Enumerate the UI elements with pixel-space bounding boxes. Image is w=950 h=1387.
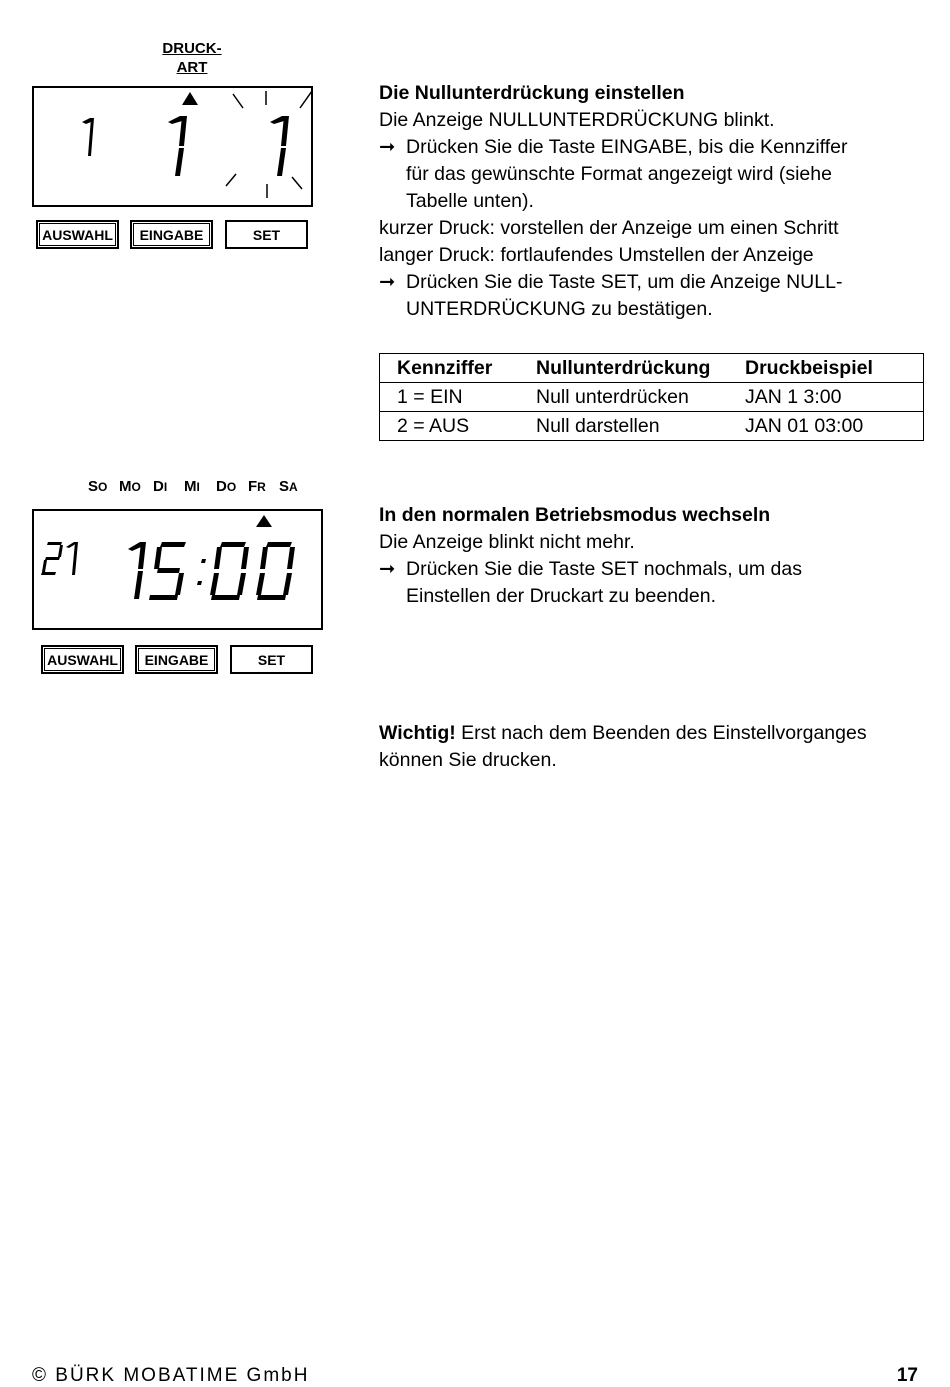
instruction-step: ➞ Drücken Sie die Taste SET, um die Anzeige NULL- UNTERDRÜCKUNG zu bestätigen. [379, 271, 843, 320]
footer-copyright: © BÜRK MOBATIME GmbH [32, 1365, 310, 1386]
set-button-2[interactable] [230, 645, 313, 674]
important-note [379, 720, 929, 774]
auswahl-button-label: AUSWAHL [47, 651, 118, 668]
section-nullunterdrueckung [379, 80, 929, 323]
important-text-line1: Erst nach dem Beenden des Einstellvorganges [461, 722, 867, 744]
table-cell: JAN 01 03:00 [745, 412, 924, 441]
lcd-display-time [32, 509, 323, 630]
eingabe-button-label: EINGABE [144, 651, 209, 668]
lcd-digit-large-1 [168, 116, 187, 176]
blink-mark-icon [226, 174, 236, 186]
instruction-step: ➞ Drücken Sie die Taste EINGABE, bis die Kennziffer für das gewünschte Format angezeigt wird (siehe Tabelle unten). [379, 136, 848, 212]
weekday-di: DI [153, 478, 168, 495]
section-heading: Die Nullunterdrückung einstellen [379, 82, 685, 104]
paragraph-short-press: kurzer Druck: vorstellen der Anzeige um einen Schritt [379, 217, 839, 239]
paragraph: Die Anzeige NULLUNTERDRÜCKUNG blinkt. [379, 109, 775, 131]
weekday-indicator-triangle-icon [256, 515, 272, 527]
eingabe-button[interactable] [130, 220, 213, 249]
auswahl-button[interactable] [36, 220, 119, 249]
instruction-step: ➞ Drücken Sie die Taste SET nochmals, um das Einstellen der Druckart zu beenden. [379, 558, 802, 607]
eingabe-button-label: EINGABE [139, 226, 204, 243]
table-cell: 1 = EIN [380, 383, 537, 412]
table-header-cell: Druckbeispiel [745, 354, 924, 383]
blink-mark-icon [292, 177, 302, 189]
weekday-do: DO [216, 478, 237, 495]
section-betriebsmodus [379, 502, 929, 610]
mode-label-line1: DRUCK- [162, 40, 222, 57]
table-cell: Null unterdrücken [536, 383, 745, 412]
set-button-label: SET [257, 651, 286, 668]
paragraph: Die Anzeige blinkt nicht mehr. [379, 531, 635, 553]
weekday-so: SO [88, 478, 108, 495]
blink-mark-icon [300, 91, 311, 108]
auswahl-button-2[interactable] [41, 645, 124, 674]
eingabe-button-2[interactable] [135, 645, 218, 674]
set-button[interactable] [225, 220, 308, 249]
table-row [380, 412, 924, 441]
important-text-line2: können Sie drucken. [379, 749, 557, 771]
section-heading: In den normalen Betriebsmodus wechseln [379, 504, 771, 526]
weekday-mo: MO [119, 478, 141, 495]
table-cell: Null darstellen [536, 412, 745, 441]
weekday-fr: FR [248, 478, 266, 495]
mode-label-line2: ART [176, 59, 208, 76]
mode-indicator-triangle-icon [182, 92, 198, 105]
mode-label-druckart [150, 39, 234, 77]
arrow-right-icon: ➞ [379, 558, 396, 580]
arrow-right-icon: ➞ [379, 136, 396, 158]
table-row [380, 383, 924, 412]
lcd-day-21 [41, 542, 78, 575]
weekday-mi: MI [184, 478, 200, 495]
auswahl-button-label: AUSWAHL [42, 226, 113, 243]
table-header-cell: Kennziffer [380, 354, 537, 383]
lcd-segments-time [34, 511, 321, 628]
lcd-time-1500 [128, 542, 295, 600]
arrow-right-icon: ➞ [379, 271, 396, 293]
table-cell: 2 = AUS [380, 412, 537, 441]
lcd-segments-druckart [34, 88, 311, 205]
lcd-digit-small [82, 118, 94, 156]
kennziffer-table [379, 353, 924, 441]
blink-mark-icon [233, 94, 243, 108]
table-cell: JAN 1 3:00 [745, 383, 924, 412]
page-number: 17 [896, 1365, 918, 1386]
weekday-sa: SA [279, 478, 298, 495]
lcd-digit-large-2 [270, 116, 289, 176]
table-header-cell: Nullunterdrückung [536, 354, 745, 383]
important-label: Wichtig! [379, 722, 456, 744]
paragraph-long-press: langer Druck: fortlaufendes Umstellen der Anzeige [379, 244, 814, 266]
set-button-label: SET [252, 226, 281, 243]
lcd-display-druckart [32, 86, 313, 207]
table-header-row [380, 354, 924, 383]
